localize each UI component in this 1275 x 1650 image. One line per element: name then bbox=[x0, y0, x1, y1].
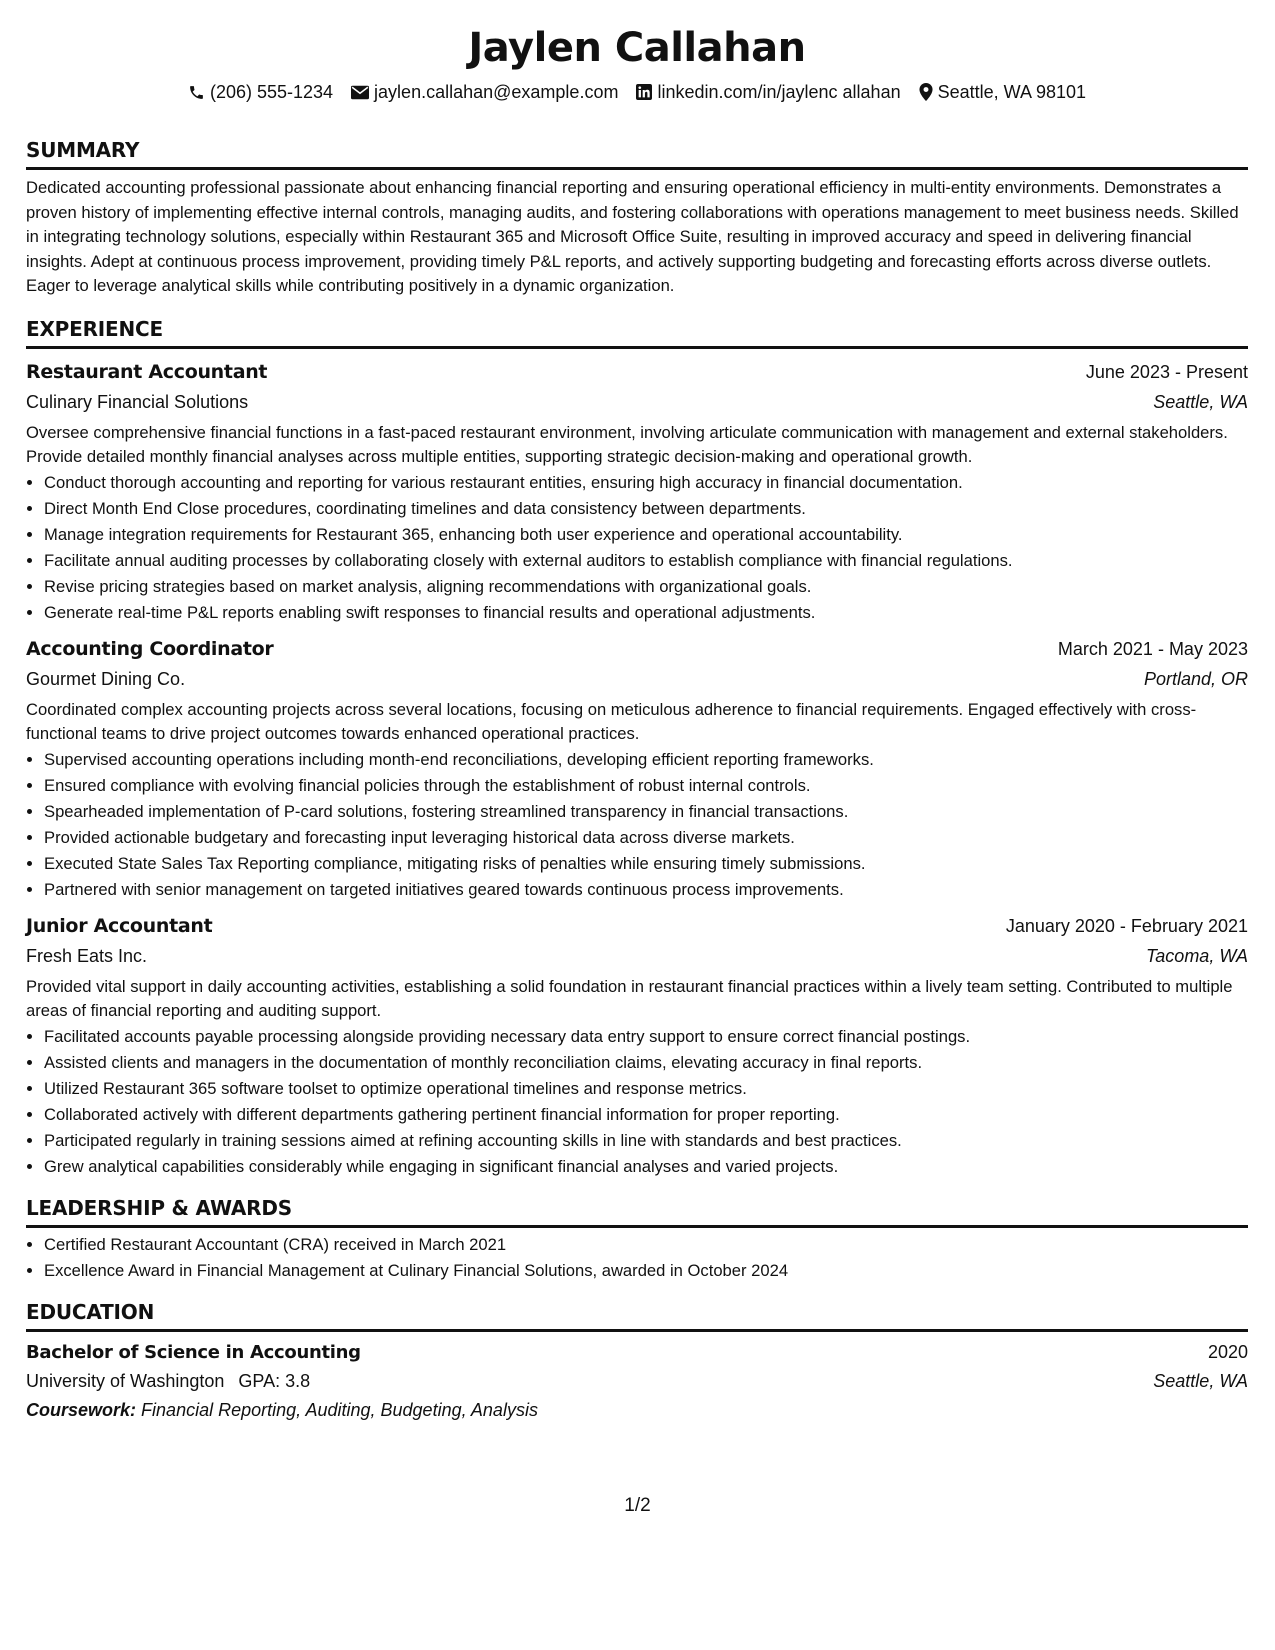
summary-section bbox=[26, 136, 1248, 299]
section-title: LEADERSHIP & AWARDS bbox=[26, 1194, 1248, 1228]
list-item: • Executed State Sales Tax Reporting compliance, mitigating risks of penalties while ensuring timely submissions. bbox=[44, 851, 1248, 877]
list-item: • Partnered with senior management on targeted initiatives geared towards continuous process improvements. bbox=[44, 877, 1248, 903]
section-title: EDUCATION bbox=[26, 1298, 1248, 1332]
job-company: Culinary Financial Solutions bbox=[26, 391, 249, 412]
list-item: • Manage integration requirements for Restaurant 365, enhancing both user experience and operational accountability. bbox=[44, 522, 1248, 548]
school-location: Seattle, WA bbox=[1153, 1370, 1248, 1391]
candidate-name: Jaylen Callahan bbox=[468, 25, 806, 71]
job-location: Tacoma, WA bbox=[1145, 945, 1248, 966]
coursework-list: Financial Reporting, Auditing, Budgeting, Analysis bbox=[141, 1399, 538, 1420]
list-item: • Conduct thorough accounting and reporting for various restaurant entities, ensuring high accuracy in financial documentation. bbox=[44, 470, 1248, 496]
list-item: • Utilized Restaurant 365 software toolset to optimize operational timelines and response metrics. bbox=[44, 1076, 1248, 1102]
list-item: • Certified Restaurant Accountant (CRA) received in March 2021 bbox=[44, 1232, 1248, 1258]
contact-email[interactable] bbox=[351, 78, 618, 106]
awards-list bbox=[26, 1232, 1248, 1284]
job-entry bbox=[26, 357, 1248, 626]
list-item: • Ensured compliance with evolving financial policies through the establishment of robust internal controls. bbox=[44, 773, 1248, 799]
linkedin-icon bbox=[636, 84, 652, 100]
list-item: • Grew analytical capabilities considerably while engaging in significant financial analyses and varied projects. bbox=[44, 1154, 1248, 1180]
job-location: Portland, OR bbox=[1143, 668, 1248, 689]
phone-text: (206) 555-1234 bbox=[209, 82, 334, 102]
section-title: EXPERIENCE bbox=[26, 315, 1248, 349]
envelope-icon bbox=[351, 85, 369, 100]
contact-bar bbox=[26, 78, 1248, 106]
list-item: • Generate real-time P&L reports enabling swift responses to financial results and operational adjustments. bbox=[44, 600, 1248, 626]
education-section bbox=[26, 1298, 1248, 1425]
school-name: University of Washington bbox=[26, 1370, 225, 1391]
page-number: 1/2 bbox=[624, 1495, 651, 1516]
experience-section bbox=[26, 315, 1248, 1180]
contact-linkedin[interactable] bbox=[636, 78, 900, 106]
linkedin-link[interactable]: linkedin.com/in/jaylenc allahan bbox=[657, 82, 901, 102]
coursework bbox=[26, 1395, 1248, 1425]
list-item: • Provided actionable budgetary and forecasting input leveraging historical data across diverse markets. bbox=[44, 825, 1248, 851]
job-description: Provided vital support in daily accounting activities, establishing a solid foundation in restaurant financial practices within a lively team setting. Contributed to multiple areas of financial reporting and auditing support. bbox=[26, 976, 1233, 1020]
resume-page bbox=[26, 20, 1248, 1425]
job-title: Accounting Coordinator bbox=[26, 637, 274, 660]
contact-phone bbox=[188, 78, 333, 106]
job-description: Coordinated complex accounting projects across several locations, focusing on meticulous adherence to financial requirements. Engaged effectively with cross-functional teams to drive project outcomes towards enhanced operational practices. bbox=[26, 699, 1197, 743]
list-item: • Supervised accounting operations including month-end reconciliations, developing efficient reporting frameworks. bbox=[44, 747, 1248, 773]
location-text: Seattle, WA 98101 bbox=[937, 82, 1087, 102]
list-item: • Participated regularly in training sessions aimed at refining accounting skills in line with standards and best practices. bbox=[44, 1128, 1248, 1154]
list-item: • Assisted clients and managers in the documentation of monthly reconciliation claims, elevating accuracy in final reports. bbox=[44, 1050, 1248, 1076]
list-item: • Facilitate annual auditing processes by collaborating closely with external auditors to establish compliance with financial regulations. bbox=[44, 548, 1248, 574]
job-entry bbox=[26, 911, 1248, 1180]
list-item: • Revise pricing strategies based on market analysis, aligning recommendations with organizational goals. bbox=[44, 574, 1248, 600]
list-item: • Collaborated actively with different departments gathering pertinent financial information for proper reporting. bbox=[44, 1102, 1248, 1128]
job-bullets bbox=[26, 1024, 1248, 1180]
coursework-label: Coursework: bbox=[26, 1399, 137, 1420]
list-item: • Spearheaded implementation of P-card solutions, fostering streamlined transparency in financial transactions. bbox=[44, 799, 1248, 825]
degree-title: Bachelor of Science in Accounting bbox=[26, 1341, 361, 1363]
job-title: Restaurant Accountant bbox=[26, 360, 268, 383]
job-dates: March 2021 - May 2023 bbox=[1057, 638, 1248, 659]
phone-icon bbox=[188, 84, 205, 101]
job-title: Junior Accountant bbox=[26, 914, 213, 937]
job-company: Fresh Eats Inc. bbox=[26, 945, 148, 966]
contact-location bbox=[919, 78, 1086, 106]
summary-text: Dedicated accounting professional passionate about enhancing financial reporting and ensuring operational efficiency in multi-entity environments. Demonstrates a proven history of implementing effective internal controls, managing audits, and fostering collaborations with operations management to meet business needs. Skilled in integrating technology solutions, especially within Restaurant 365 and Microsoft Office Suite, resulting in improved accuracy and speed in delivering financial insights. Adept at continuous process improvement, providing timely P&L reports, and actively supporting budgeting and forecasting efforts across diverse outlets. Eager to leverage analytical skills while contributing positively in a dynamic organization. bbox=[26, 178, 1239, 295]
job-dates: January 2020 - February 2021 bbox=[1005, 915, 1248, 936]
map-pin-icon bbox=[919, 83, 933, 101]
job-entry bbox=[26, 634, 1248, 903]
section-title: SUMMARY bbox=[26, 136, 1248, 170]
job-bullets bbox=[26, 747, 1248, 903]
job-company: Gourmet Dining Co. bbox=[26, 668, 186, 689]
email-link[interactable]: jaylen.callahan@example.com bbox=[374, 82, 619, 102]
list-item: • Facilitated accounts payable processing alongside providing necessary data entry support to ensure correct financial postings. bbox=[44, 1024, 1248, 1050]
list-item: • Excellence Award in Financial Management at Culinary Financial Solutions, awarded in October 2024 bbox=[44, 1258, 1248, 1284]
job-bullets bbox=[26, 470, 1248, 626]
graduation-year: 2020 bbox=[1207, 1341, 1248, 1362]
job-location: Seattle, WA bbox=[1153, 391, 1248, 412]
gpa: GPA: 3.8 bbox=[238, 1370, 311, 1391]
job-dates: June 2023 - Present bbox=[1085, 361, 1248, 382]
job-description: Oversee comprehensive financial functions in a fast-paced restaurant environment, involving articulate communication with management and external stakeholders. Provide detailed monthly financial analyses across multiple entities, supporting strategic decision-making and operational growth. bbox=[26, 422, 1228, 466]
list-item: • Direct Month End Close procedures, coordinating timelines and data consistency between departments. bbox=[44, 496, 1248, 522]
awards-section bbox=[26, 1194, 1248, 1284]
